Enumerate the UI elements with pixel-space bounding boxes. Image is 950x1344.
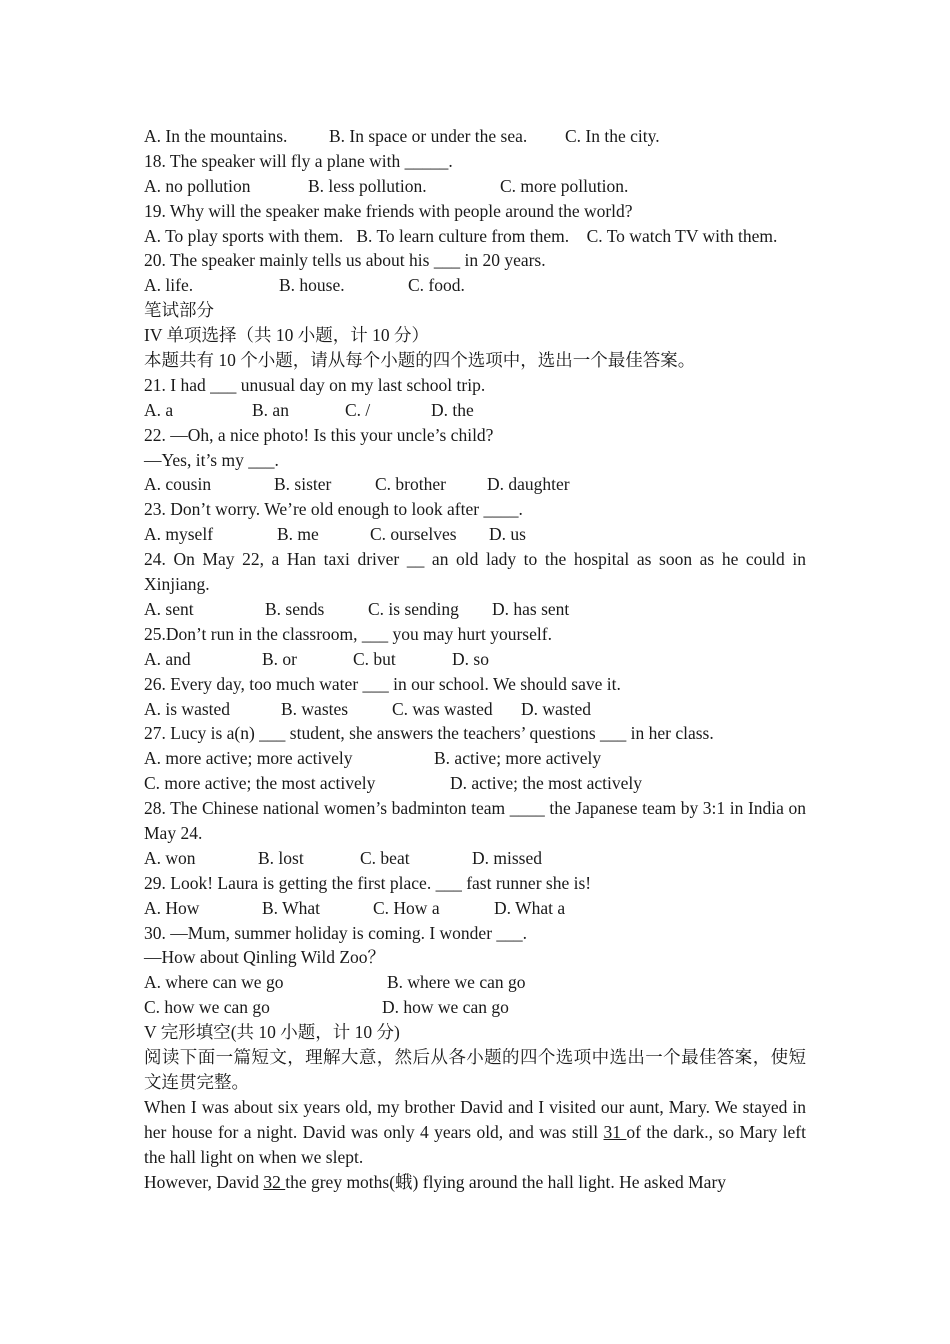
section-v-instruction: 阅读下面一篇短文，理解大意，然后从各小题的四个选项中选出一个最佳答案，使短文连贯完整。 bbox=[144, 1047, 806, 1092]
q24-option-c: C. is sending bbox=[368, 598, 459, 619]
q26-stem: 26. Every day, too much water ___ in our school. We should save it. bbox=[144, 673, 621, 694]
q23-options bbox=[144, 522, 806, 547]
q27-option-d: D. active; the most actively bbox=[450, 773, 642, 794]
q30-stem: 30. —Mum, summer holiday is coming. I wonder ___. bbox=[144, 922, 528, 943]
section-iv-instruction: 本题共有 10 个小题，请从每个小题的四个选项中，选出一个最佳答案。 bbox=[144, 350, 696, 371]
q27-option-a: A. more active; more actively bbox=[144, 748, 353, 769]
passage-paragraph-1 bbox=[144, 1095, 806, 1170]
q27-option-b: B. active; more actively bbox=[434, 748, 602, 769]
q21-option-a: A. a bbox=[144, 399, 174, 420]
q21-option-d: D. the bbox=[431, 399, 474, 420]
q23-option-b: B. me bbox=[277, 524, 319, 545]
q30-option-a: A. where can we go bbox=[144, 972, 284, 993]
q24-options bbox=[144, 597, 806, 622]
section-iv-title: IV 单项选择（共 10 小题，计 10 分） bbox=[144, 325, 430, 346]
q18-stem: 18. The speaker will fly a plane with _____. bbox=[144, 150, 453, 171]
q29-option-d: D. What a bbox=[494, 897, 566, 918]
q18-option-c: C. more pollution. bbox=[500, 175, 629, 196]
q24-option-b: B. sends bbox=[265, 598, 325, 619]
section-v-title: V 完形填空(共 10 小题，计 10 分) bbox=[144, 1022, 400, 1043]
passage-p2-before: However, David bbox=[144, 1171, 264, 1192]
q30-reply: —How about Qinling Wild Zoo？ bbox=[144, 947, 386, 968]
q27-stem: 27. Lucy is a(n) ___ student, she answers the teachers’ questions ___ in her class. bbox=[144, 723, 714, 744]
q26-option-a: A. is wasted bbox=[144, 698, 231, 719]
q26-option-b: B. wastes bbox=[281, 698, 349, 719]
q29-options bbox=[144, 896, 806, 921]
q17-option-b: B. In space or under the sea. bbox=[329, 126, 528, 146]
q24-stem: 24. On May 22, a Han taxi driver __ an old lady to the hospital as soon as he could in Xinjiang. bbox=[144, 549, 806, 595]
q22-option-b: B. sister bbox=[274, 474, 332, 495]
q22-stem: 22. —Oh, a nice photo! Is this your uncle’s child? bbox=[144, 424, 494, 445]
q28-option-a: A. won bbox=[144, 847, 196, 868]
q20-option-c: C. food. bbox=[408, 275, 465, 296]
q18-option-b: B. less pollution. bbox=[308, 175, 427, 196]
q26-option-c: C. was wasted bbox=[392, 698, 493, 719]
q28-stem: 28. The Chinese national women’s badminton team ____ the Japanese team by 3:1 in India on May 24. bbox=[144, 798, 806, 843]
passage-p1-after: of the dark., so Mary left the hall light on when we slept. bbox=[144, 1121, 806, 1167]
q21-option-b: B. an bbox=[252, 399, 289, 420]
q25-option-b: B. or bbox=[262, 648, 297, 669]
q17-option-c: C. In the city. bbox=[565, 126, 660, 146]
blank-32: 32 bbox=[263, 1171, 286, 1192]
q22-option-d: D. daughter bbox=[487, 474, 570, 495]
q26-options bbox=[144, 697, 806, 722]
q23-option-a: A. myself bbox=[144, 524, 214, 545]
q27-option-c: C. more active; the most actively bbox=[144, 773, 376, 794]
q19-stem: 19. Why will the speaker make friends with people around the world? bbox=[144, 200, 633, 221]
q18-options bbox=[144, 174, 806, 199]
q30-option-d: D. how we can go bbox=[382, 997, 509, 1018]
q26-option-d: D. wasted bbox=[521, 698, 591, 719]
blank-31: 31 bbox=[603, 1121, 627, 1142]
q22-reply: —Yes, it’s my ___. bbox=[144, 449, 279, 470]
q22-option-a: A. cousin bbox=[144, 474, 212, 495]
exam-page bbox=[144, 124, 806, 1194]
q25-option-c: C. but bbox=[353, 648, 396, 669]
q27-options-row1 bbox=[144, 746, 806, 771]
q25-stem: 25.Don’t run in the classroom, ___ you may hurt yourself. bbox=[144, 623, 552, 644]
q21-option-c: C. / bbox=[345, 399, 371, 420]
q20-options bbox=[144, 273, 806, 298]
q19-options: A. To play sports with them. B. To learn culture from them. C. To watch TV with them. bbox=[144, 225, 778, 246]
passage-p2-after: the grey moths(蛾) flying around the hall light. He asked Mary bbox=[285, 1171, 727, 1192]
q30-options-row2 bbox=[144, 995, 806, 1020]
written-part-heading: 笔试部分 bbox=[144, 300, 214, 321]
q24-option-a: A. sent bbox=[144, 598, 194, 619]
q25-options bbox=[144, 647, 806, 672]
q17-option-a: A. In the mountains. bbox=[144, 126, 288, 146]
q23-option-c: C. ourselves bbox=[370, 524, 457, 545]
q20-option-b: B. house. bbox=[279, 275, 345, 296]
q17-options bbox=[144, 124, 806, 149]
q29-option-c: C. How a bbox=[373, 897, 440, 918]
q21-stem: 21. I had ___ unusual day on my last school trip. bbox=[144, 374, 486, 395]
q29-stem: 29. Look! Laura is getting the first place. ___ fast runner she is! bbox=[144, 872, 592, 893]
q23-stem: 23. Don’t worry. We’re old enough to look after ____. bbox=[144, 499, 523, 520]
q21-options bbox=[144, 398, 806, 423]
q22-option-c: C. brother bbox=[375, 474, 446, 495]
q30-options-row1 bbox=[144, 970, 806, 995]
q28-option-b: B. lost bbox=[258, 847, 304, 868]
q30-option-c: C. how we can go bbox=[144, 997, 270, 1018]
q28-option-c: C. beat bbox=[360, 847, 410, 868]
q29-option-a: A. How bbox=[144, 897, 200, 918]
q24-option-d: D. has sent bbox=[492, 598, 570, 619]
q23-option-d: D. us bbox=[489, 524, 526, 545]
q28-options bbox=[144, 846, 806, 871]
q30-option-b: B. where we can go bbox=[387, 972, 526, 993]
q25-option-a: A. and bbox=[144, 648, 191, 669]
passage-paragraph-2 bbox=[144, 1170, 806, 1195]
q29-option-b: B. What bbox=[262, 897, 321, 918]
passage-p1-before: When I was about six years old, my brother David and I visited our aunt, Mary. We stayed in her house for a night. David was only 4 years old, and was still bbox=[144, 1096, 806, 1142]
q27-options-row2 bbox=[144, 771, 806, 796]
q18-option-a: A. no pollution bbox=[144, 175, 251, 196]
q22-options bbox=[144, 472, 806, 497]
q20-option-a: A. life. bbox=[144, 275, 194, 296]
q28-option-d: D. missed bbox=[472, 847, 542, 868]
q20-stem: 20. The speaker mainly tells us about his ___ in 20 years. bbox=[144, 250, 546, 271]
q25-option-d: D. so bbox=[452, 648, 489, 669]
